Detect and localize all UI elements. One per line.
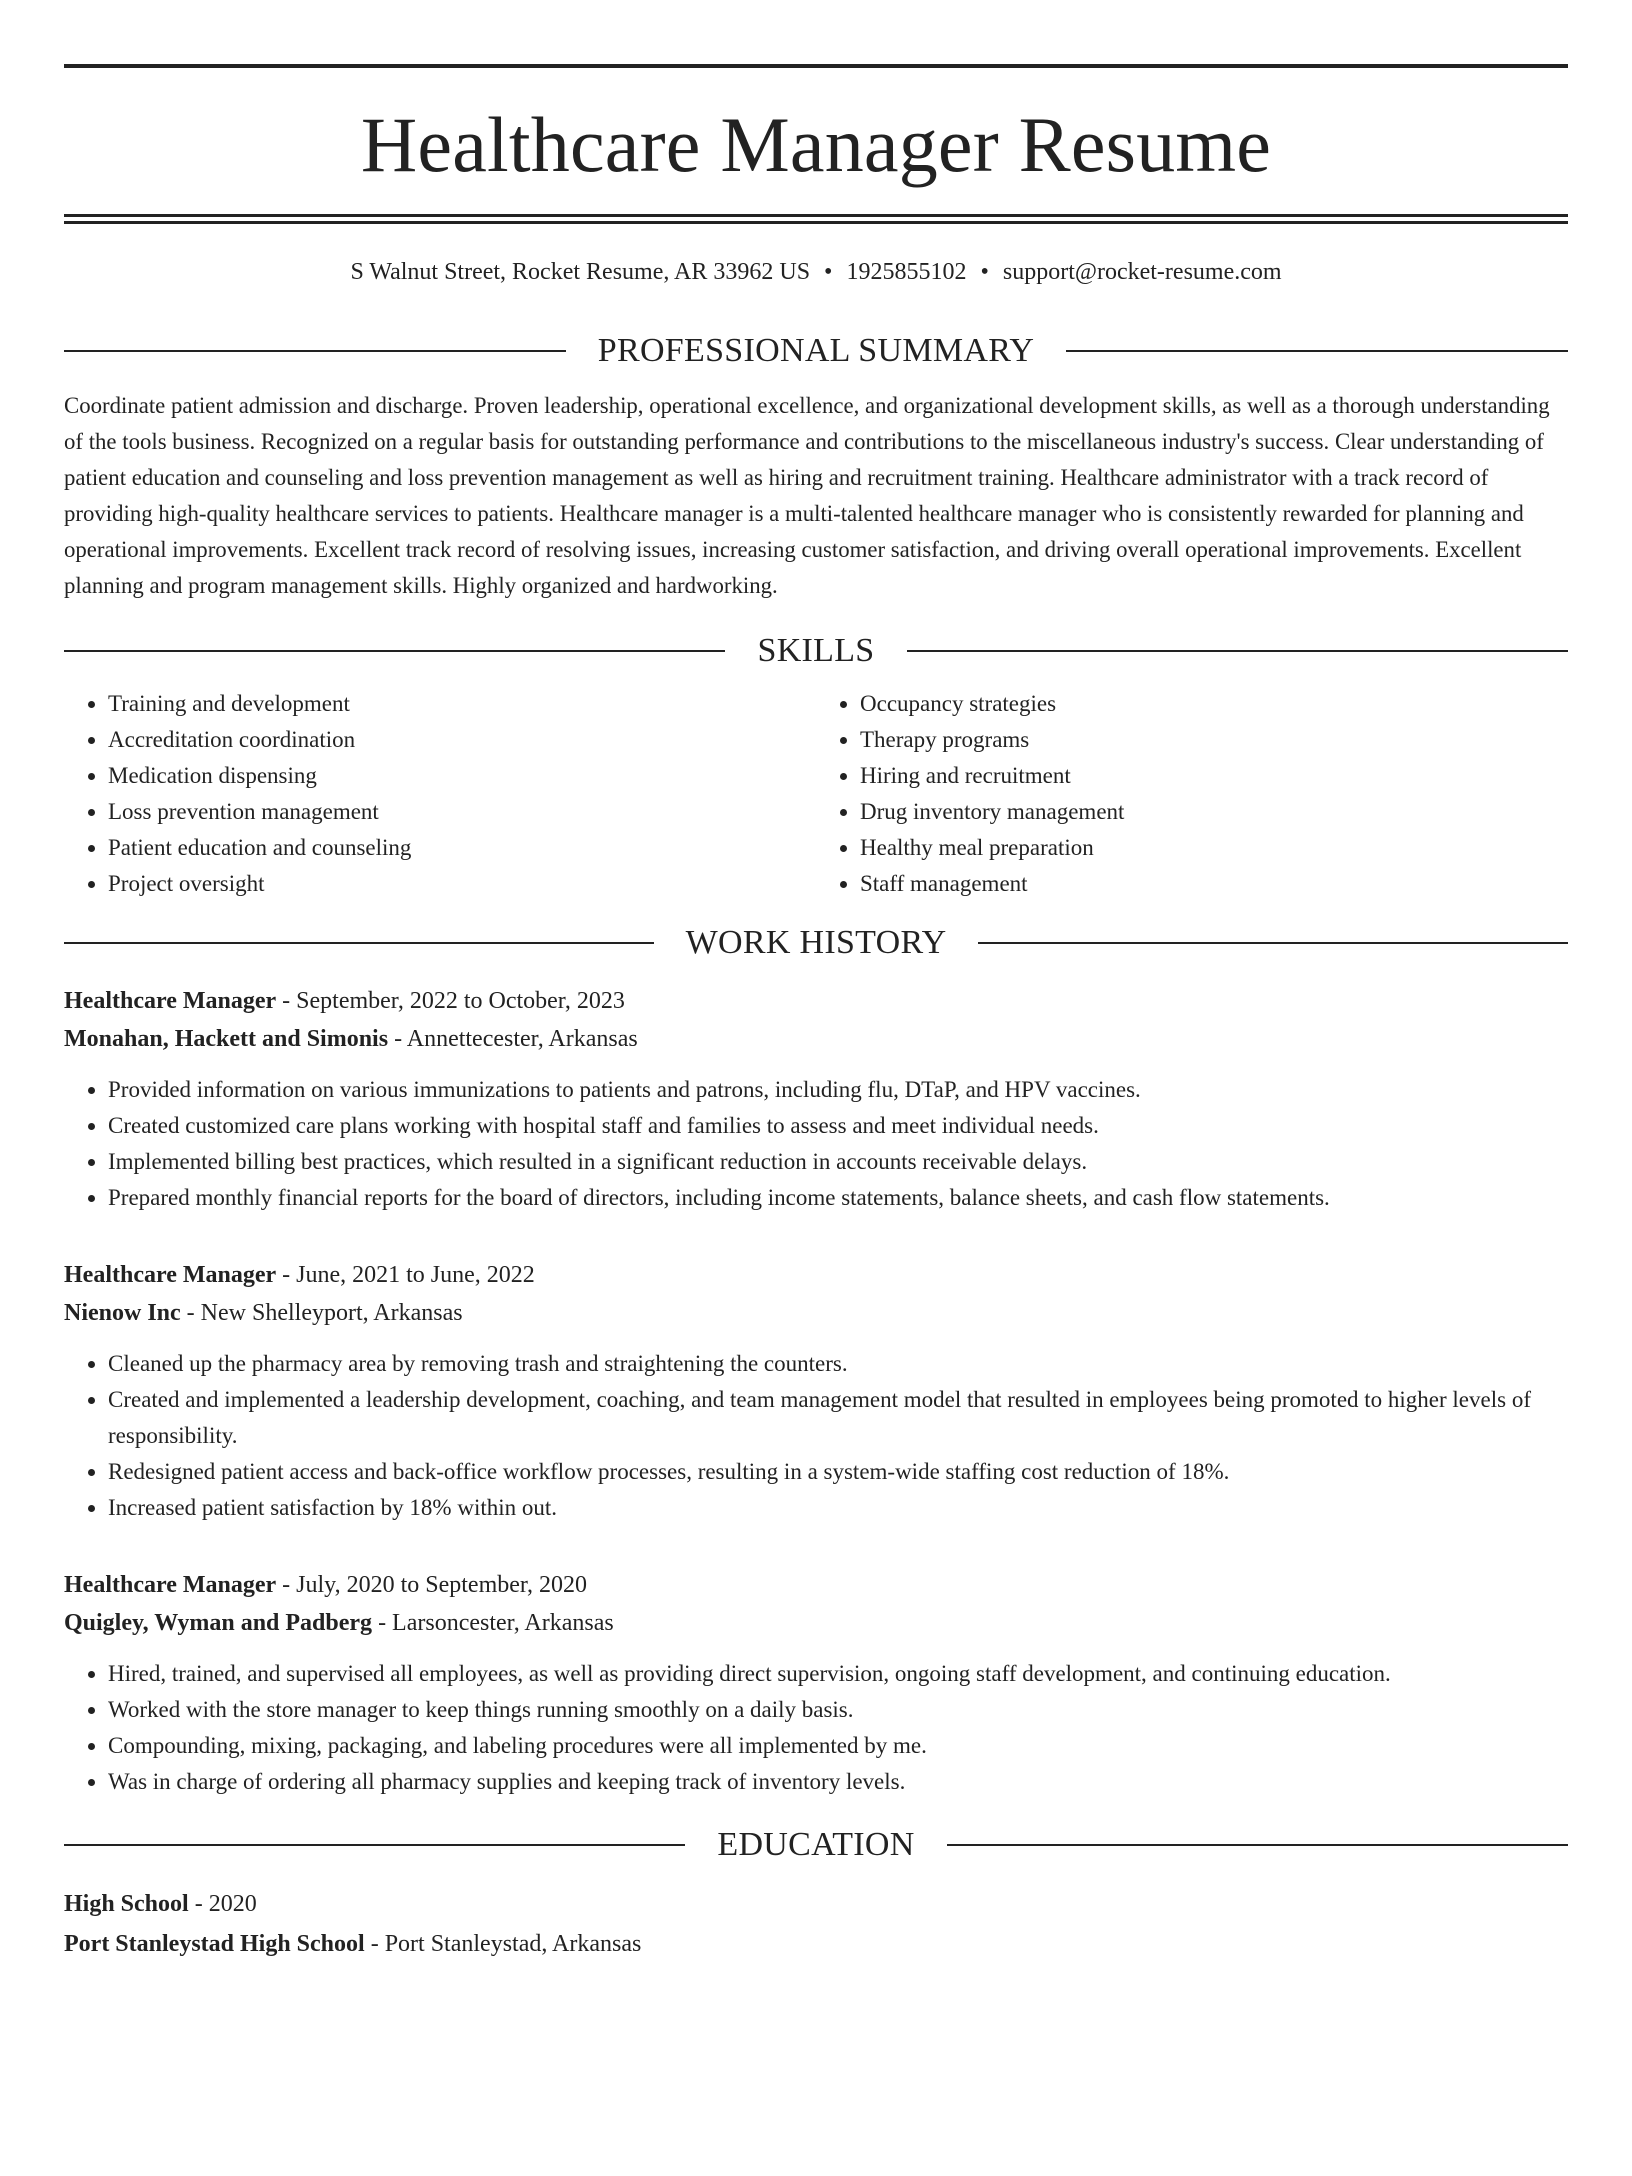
- job-bullets: [64, 1346, 1568, 1526]
- skill-item: • Project oversight: [108, 866, 816, 902]
- job-title-line: [64, 1256, 1568, 1294]
- education-section-title: EDUCATION: [717, 1826, 915, 1863]
- work-section-header: [64, 926, 1568, 960]
- summary-section-header: [64, 334, 1568, 368]
- skill-item: • Occupancy strategies: [860, 686, 1568, 722]
- work-entry: [64, 1566, 1568, 1800]
- education-school-line: [64, 1924, 1568, 1964]
- skill-item: • Hiring and recruitment: [860, 758, 1568, 794]
- section-rule-right: [1066, 350, 1568, 352]
- education-section-header: [64, 1828, 1568, 1862]
- education-location: - Port Stanleystad, Arkansas: [364, 1931, 642, 1957]
- skill-item: • Drug inventory management: [860, 794, 1568, 830]
- section-rule-right: [907, 650, 1568, 652]
- job-dates: - June, 2021 to June, 2022: [276, 1262, 535, 1288]
- skills-list: [64, 686, 1568, 902]
- work-entry: [64, 1256, 1568, 1526]
- job-bullet: • Created and implemented a leadership development, coaching, and team management model that resulted in employees being promoted to higher levels of responsibility.: [108, 1382, 1568, 1454]
- work-entry: [64, 982, 1568, 1216]
- resume-title: Healthcare Manager Resume: [360, 101, 1272, 188]
- job-company-line: [64, 1294, 1568, 1332]
- skills-column-right: [816, 686, 1568, 902]
- job-bullet: • Prepared monthly financial reports for the board of directors, including income statements, balance sheets, and cash flow statements.: [108, 1180, 1568, 1216]
- job-bullet: • Worked with the store manager to keep things running smoothly on a daily basis.: [108, 1692, 1568, 1728]
- contact-separator: •: [980, 259, 989, 285]
- professional-summary: Coordinate patient admission and discharge. Proven leadership, operational excellence, and organizational development skills, as well as a thorough understanding of the tools business. Recognized on a regular basis for outstanding performance and contributions to the miscellaneous industry's success. Clear understanding of patient education and counseling and loss prevention management as well as hiring and recruitment training. Healthcare administrator with a track record of providing high-quality healthcare services to patients. Healthcare manager is a multi-talented healthcare manager who is consistently rewarded for planning and operational improvements. Excellent track record of resolving issues, increasing customer satisfaction, and driving overall operational improvements. Excellent planning and program management skills. Highly organized and hardworking.: [64, 393, 1550, 598]
- skill-item: • Healthy meal preparation: [860, 830, 1568, 866]
- job-dates: - September, 2022 to October, 2023: [276, 988, 625, 1014]
- skill-item: • Staff management: [860, 866, 1568, 902]
- title-double-rule: [64, 214, 1568, 224]
- resume-page: [0, 64, 1632, 2176]
- job-company: Quigley, Wyman and Padberg: [64, 1610, 373, 1636]
- contact-line: [64, 260, 1568, 284]
- job-bullet: • Increased patient satisfaction by 18% within out.: [108, 1490, 1568, 1526]
- contact-address: S Walnut Street, Rocket Resume, AR 33962 US: [350, 259, 811, 285]
- contact-separator: •: [824, 259, 833, 285]
- work-section-title: WORK HISTORY: [685, 924, 947, 961]
- job-bullets: [64, 1656, 1568, 1800]
- job-company: Nienow Inc: [64, 1300, 181, 1326]
- job-company-line: [64, 1604, 1568, 1642]
- section-rule-left: [64, 942, 654, 944]
- job-bullet: • Was in charge of ordering all pharmacy supplies and keeping track of inventory levels.: [108, 1764, 1568, 1800]
- section-rule-left: [64, 1844, 685, 1846]
- job-bullet: • Created customized care plans working with hospital staff and families to assess and meet individual needs.: [108, 1108, 1568, 1144]
- skill-item: • Patient education and counseling: [108, 830, 816, 866]
- skills-section-title: SKILLS: [757, 632, 875, 669]
- skill-item: • Loss prevention management: [108, 794, 816, 830]
- job-title-line: [64, 1566, 1568, 1604]
- skills-section-header: [64, 634, 1568, 668]
- summary-section-title: PROFESSIONAL SUMMARY: [597, 332, 1035, 369]
- section-rule-left: [64, 350, 566, 352]
- job-bullet: • Cleaned up the pharmacy area by removing trash and straightening the counters.: [108, 1346, 1568, 1382]
- job-title: Healthcare Manager: [64, 988, 277, 1014]
- job-title: Healthcare Manager: [64, 1572, 277, 1598]
- job-location: - Annettecester, Arkansas: [388, 1026, 638, 1052]
- job-company-line: [64, 1020, 1568, 1058]
- job-location: - Larsoncester, Arkansas: [372, 1610, 614, 1636]
- job-bullet: • Provided information on various immunizations to patients and patrons, including flu, DTaP, and HPV vaccines.: [108, 1072, 1568, 1108]
- skill-item: • Training and development: [108, 686, 816, 722]
- job-company: Monahan, Hackett and Simonis: [64, 1026, 389, 1052]
- job-bullet: • Hired, trained, and supervised all employees, as well as providing direct supervision, ongoing staff development, and continuing education.: [108, 1656, 1568, 1692]
- job-dates: - July, 2020 to September, 2020: [276, 1572, 587, 1598]
- job-bullet: • Compounding, mixing, packaging, and labeling procedures were all implemented by me.: [108, 1728, 1568, 1764]
- skill-item: • Medication dispensing: [108, 758, 816, 794]
- education-degree: High School: [64, 1891, 189, 1917]
- section-rule-right: [978, 942, 1568, 944]
- education-entry: [64, 1884, 1568, 1964]
- top-rule: [64, 64, 1568, 68]
- section-rule-right: [947, 1844, 1568, 1846]
- skills-column-left: [64, 686, 816, 902]
- contact-phone: 1925855102: [846, 259, 967, 285]
- contact-email: support@rocket-resume.com: [1002, 259, 1282, 285]
- job-bullet: • Redesigned patient access and back-office workflow processes, resulting in a system-wide staffing cost reduction of 18%.: [108, 1454, 1568, 1490]
- skill-item: • Accreditation coordination: [108, 722, 816, 758]
- job-location: - New Shelleyport, Arkansas: [180, 1300, 463, 1326]
- section-rule-left: [64, 650, 725, 652]
- job-title-line: [64, 982, 1568, 1020]
- education-year: - 2020: [188, 1891, 257, 1917]
- skill-item: • Therapy programs: [860, 722, 1568, 758]
- job-bullet: • Implemented billing best practices, which resulted in a significant reduction in accounts receivable delays.: [108, 1144, 1568, 1180]
- education-school: Port Stanleystad High School: [64, 1931, 365, 1957]
- education-degree-line: [64, 1884, 1568, 1924]
- job-title: Healthcare Manager: [64, 1262, 277, 1288]
- job-bullets: [64, 1072, 1568, 1216]
